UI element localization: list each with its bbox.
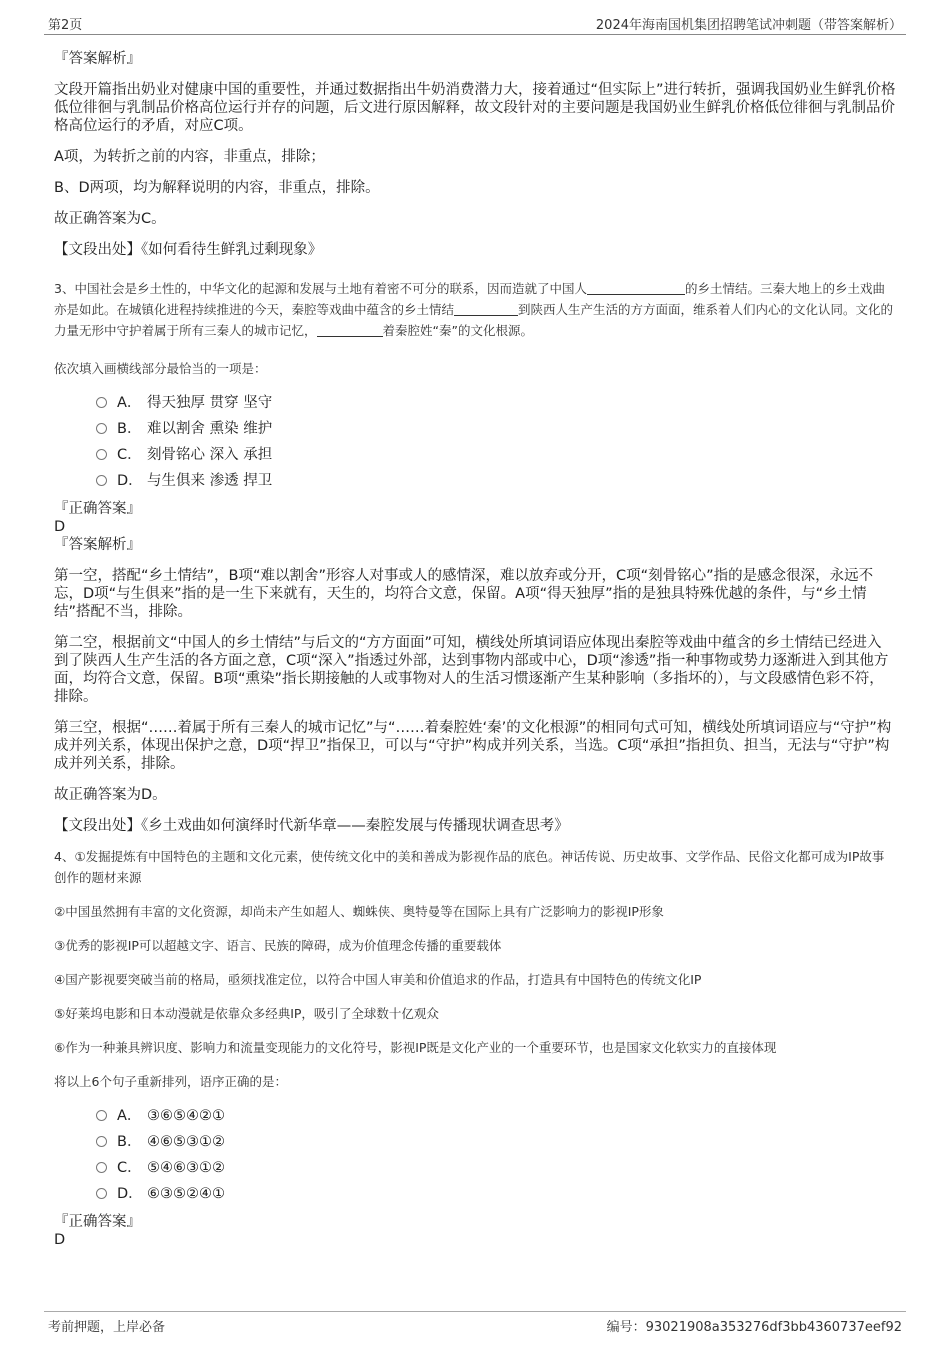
radio-icon[interactable]: [96, 397, 107, 408]
q2-source: 【文段出处】《如何看待生鲜乳过剩现象》: [54, 242, 323, 258]
q3-stem-part3: 到陕西人生产生活的方方面面，维系着人们内心的文化认同。文化的力量无形中守护着属于所有三秦人的城市记忆，: [54, 302, 894, 338]
q3-option-b[interactable]: B． 难以割舍 熏染 维护: [96, 416, 896, 442]
page-footer: [44, 1311, 906, 1336]
document-id: 编号：93021908a353276df3bb4360737eef92: [606, 1320, 902, 1335]
blank-3: [317, 323, 383, 337]
q4-correct-label: 『正确答案』: [54, 1214, 141, 1230]
radio-icon[interactable]: [96, 475, 107, 486]
q4-prompt: 将以上6个句子重新排列，语序正确的是：: [54, 1074, 287, 1089]
q3-analysis-p2: 第二空，根据前文“中国人的乡土情结”与后文的“方方面面”可知，横线处所填词语应体现出秦腔等戏曲中蕴含的乡土情结已经进入到了陕西人生产生活的各方面之意，C项“深入”指透过外部，达到事物内部或中心，D项“渗透”指一种事物或势力逐渐进入到其他方面，均符合文意，保留。B项“熏染”指长期接触的人或事物对人的生活习惯逐渐产生某种影响（多指坏的），与文段感情色彩不符，排除。: [54, 635, 889, 705]
q3-analysis-p1: 第一空，搭配“乡土情结”，B项“难以割舍”形容人对事或人的感情深，难以放弃或分开，C项“刻骨铭心”指的是感念很深，永远不忘，D项“与生俱来”指的是一生下来就有，天生的，均符合文意，保留。A项“得天独厚”指的是独具特殊优越的条件，与“乡土情结”搭配不当，排除。: [54, 568, 874, 620]
blank-1: [587, 281, 685, 295]
q4-correct-answer: D: [54, 1232, 66, 1248]
q4-sentence-2: ②中国虽然拥有丰富的文化资源，却尚未产生如超人、蜘蛛侠、奥特曼等在国际上具有广泛影响力的影视IP形象: [54, 904, 664, 919]
q4-sentence-4: ④国产影视要突破当前的格局，亟须找准定位，以符合中国人审美和价值追求的作品，打造具有中国特色的传统文化IP: [54, 972, 702, 987]
q4-option-a[interactable]: A． ③⑥⑤④②①: [96, 1103, 896, 1129]
blank-2: [454, 302, 518, 316]
radio-icon[interactable]: [96, 1188, 107, 1199]
q3-prompt: 依次填入画横线部分最恰当的一项是：: [54, 361, 267, 376]
q4-option-c[interactable]: C． ⑤④⑥③①②: [96, 1155, 896, 1181]
q2-analysis-p2: A项，为转折之前的内容，非重点，排除；: [54, 149, 325, 165]
q3-source: 【文段出处】《乡土戏曲如何演绎时代新华章——秦腔发展与传播现状调查思考》: [54, 818, 569, 834]
document-title: 2024年海南国机集团招聘笔试冲刺题（带答案解析）: [595, 18, 902, 33]
q3-analysis-p3: 第三空，根据“……着属于所有三秦人的城市记忆”与“……着秦腔姓‘秦’的文化根源”的相同句式可知，横线处所填词语应与“守护”构成并列关系，体现出保护之意，D项“捍卫”指保卫，可以与“守护”构成并列关系，当选。C项“承担”指担负、担当，无法与“守护”构成并列关系，排除。: [54, 720, 892, 772]
q4-options: [54, 1103, 896, 1207]
radio-icon[interactable]: [96, 1136, 107, 1147]
q3-stem: [54, 278, 896, 341]
q2-analysis-p3: B、D两项，均为解释说明的内容，非重点，排除。: [54, 180, 380, 196]
q3-analysis-label: 『答案解析』: [54, 537, 141, 553]
q4-sentence-1: 4、①发掘提炼有中国特色的主题和文化元素，使传统文化中的美和善成为影视作品的底色。神话传说、历史故事、文学作品、民俗文化都可成为IP故事创作的题材来源: [54, 849, 885, 885]
radio-icon[interactable]: [96, 423, 107, 434]
page-content: [54, 44, 896, 1249]
q3-analysis-p4: 故正确答案为D。: [54, 787, 167, 803]
q3-stem-part1: 3、中国社会是乡土性的，中华文化的起源和发展与土地有着密不可分的联系，因而造就了中国人: [54, 281, 587, 296]
radio-icon[interactable]: [96, 1110, 107, 1121]
radio-icon[interactable]: [96, 1162, 107, 1173]
radio-icon[interactable]: [96, 449, 107, 460]
q2-analysis-p1: 文段开篇指出奶业对健康中国的重要性，并通过数据指出牛奶消费潜力大，接着通过“但实际上”进行转折，强调我国奶业生鲜乳价格低位徘徊与乳制品价格高位运行并存的问题，后文进行原因解释，故文段针对的主要问题是我国奶业生鲜乳价格低位徘徊与乳制品价格高位运行的矛盾，对应C项。: [54, 82, 896, 134]
page-number: 第2页: [48, 18, 83, 33]
q4-sentence-6: ⑥作为一种兼具辨识度、影响力和流量变现能力的文化符号，影视IP既是文化产业的一个重要环节，也是国家文化软实力的直接体现: [54, 1040, 777, 1055]
q2-analysis-p4: 故正确答案为C。: [54, 211, 166, 227]
q3-option-a[interactable]: A． 得天独厚 贯穿 坚守: [96, 390, 896, 416]
q2-analysis-label: 『答案解析』: [54, 51, 141, 67]
q3-option-c[interactable]: C． 刻骨铭心 深入 承担: [96, 442, 896, 468]
q3-correct-answer: D: [54, 519, 66, 535]
q3-stem-part2: 的乡土情结。三秦大地上的乡土戏曲亦是如此。在城镇化进程持续推进的今天，秦腔等戏曲中蕴含的乡土情结: [54, 281, 885, 317]
q4-option-b[interactable]: B． ④⑥⑤③①②: [96, 1129, 896, 1155]
q3-stem-part4: 着秦腔姓“秦”的文化根源。: [382, 323, 533, 338]
q4-sentence-3: ③优秀的影视IP可以超越文字、语言、民族的障碍，成为价值理念传播的重要载体: [54, 938, 502, 953]
footer-slogan: 考前押题，上岸必备: [48, 1320, 166, 1335]
q4-option-d[interactable]: D． ⑥③⑤②④①: [96, 1181, 896, 1207]
q3-options: [54, 390, 896, 494]
page-header: [44, 12, 906, 35]
q3-correct-label: 『正确答案』: [54, 501, 141, 517]
q3-option-d[interactable]: D． 与生俱来 渗透 捍卫: [96, 468, 896, 494]
q4-sentence-5: ⑤好莱坞电影和日本动漫就是依靠众多经典IP，吸引了全球数十亿观众: [54, 1006, 439, 1021]
